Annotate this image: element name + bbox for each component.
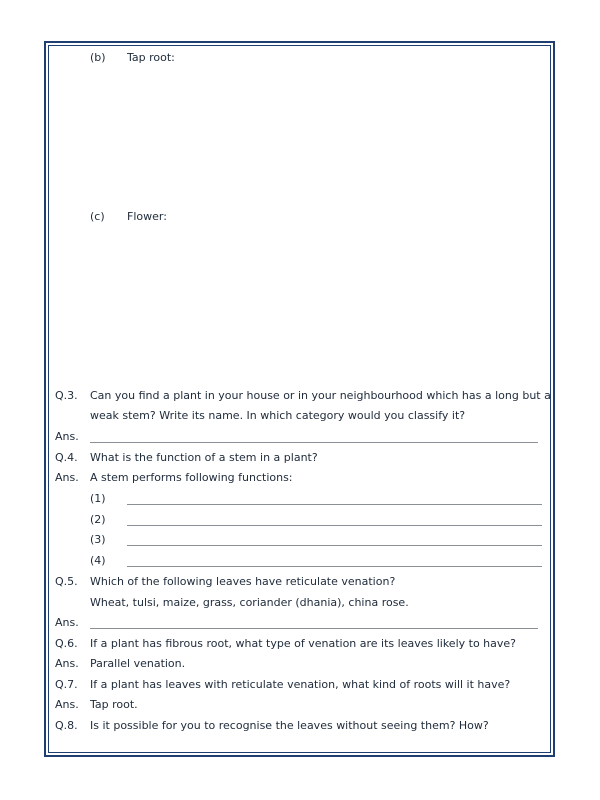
a4-item-marker: (2) (90, 513, 106, 526)
a4-text: A stem performs following functions: (90, 471, 293, 484)
q3-number: Q.3. (55, 389, 78, 402)
a4-item-line[interactable] (127, 566, 542, 567)
q5-text-line1: Which of the following leaves have reticulate venation? (90, 575, 396, 588)
q3-text-line1: Can you find a plant in your house or in your neighbourhood which has a long but a (90, 389, 551, 402)
a3-answer-line[interactable] (90, 442, 538, 443)
q7-text: If a plant has leaves with reticulate venation, what kind of roots will it have? (90, 678, 511, 691)
q7-number: Q.7. (55, 678, 78, 691)
q4-number: Q.4. (55, 451, 78, 464)
a4-item-marker: (4) (90, 554, 106, 567)
a5-answer-line[interactable] (90, 628, 538, 629)
part-b-label: Tap root: (127, 51, 175, 64)
a4-item-line[interactable] (127, 525, 542, 526)
q6-text: If a plant has fibrous root, what type of venation are its leaves likely to have? (90, 637, 517, 650)
q6-number: Q.6. (55, 637, 78, 650)
a5-label: Ans. (55, 616, 79, 629)
a3-label: Ans. (55, 430, 79, 443)
q5-number: Q.5. (55, 575, 78, 588)
a7-text: Tap root. (90, 698, 138, 711)
a4-item-line[interactable] (127, 545, 542, 546)
a7-label: Ans. (55, 698, 79, 711)
q5-text-line2: Wheat, tulsi, maize, grass, coriander (dhania), china rose. (90, 596, 409, 609)
a4-item-line[interactable] (127, 504, 542, 505)
part-c-label: Flower: (127, 210, 167, 223)
a4-item-marker: (1) (90, 492, 106, 505)
q8-number: Q.8. (55, 719, 78, 732)
q4-text: What is the function of a stem in a plant? (90, 451, 318, 464)
part-b-marker: (b) (90, 51, 106, 64)
a6-text: Parallel venation. (90, 657, 186, 670)
a6-label: Ans. (55, 657, 79, 670)
a4-label: Ans. (55, 471, 79, 484)
q8-text: Is it possible for you to recognise the leaves without seeing them? How? (90, 719, 489, 732)
a4-item-marker: (3) (90, 533, 106, 546)
part-c-marker: (c) (90, 210, 105, 223)
q3-text-line2: weak stem? Write its name. In which category would you classify it? (90, 409, 466, 422)
